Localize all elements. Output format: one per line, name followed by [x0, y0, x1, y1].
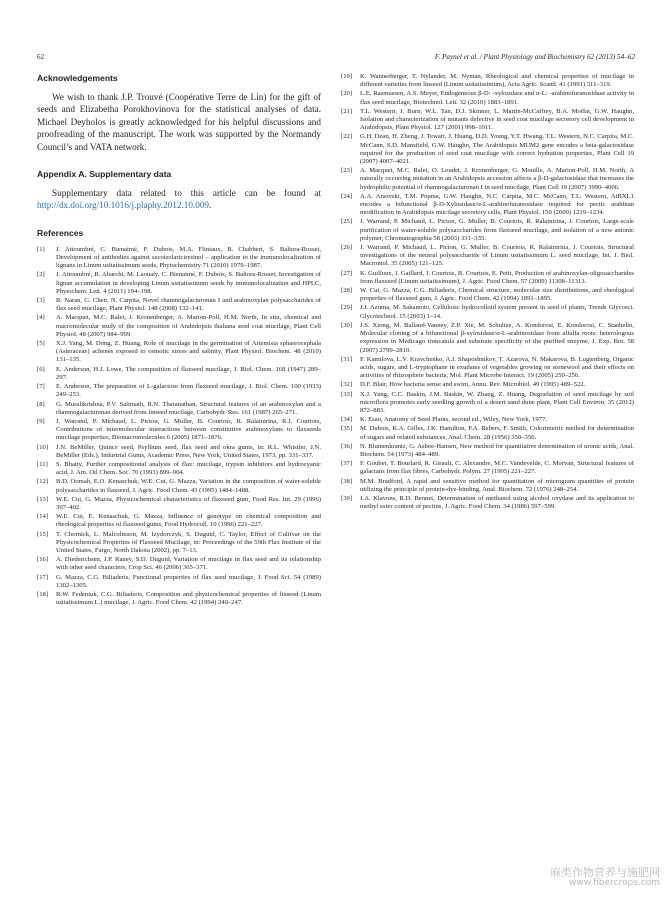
reference-item: [37, 556, 321, 572]
reference-text: F. Kamilova, L.V. Kravchenko, A.I. Shaposhnikov, T. Azarova, N. Makarova, B. Lugtenberg, Organic acids, sugars, and L-tryptophane in exudates of vegetables growing on stonewool and their effects on activities of rhizosphere bacteria, Mol. Plant Microbe Interact. 19 (2005) 250–256.: [360, 355, 634, 380]
reference-item: [341, 108, 634, 133]
reference-number: [34]: [341, 416, 353, 424]
reference-text: W.E. Cui, E. Kenaschuk, G. Mazza, Influence of genotype on chemical composition and rheological properties of flaxseed gums, Food Hydrocoll. 10 (1996) 221–227.: [56, 513, 321, 529]
reference-item: [341, 244, 634, 269]
reference-text: A. Macquet, M.C. Ralet, O. Loudet, J. Kronenberger, G. Mouille, A. Marion-Poll, H.M. North, A naturally occurring mutation in an Arabidopsis accession affects a β-D-galactosidase that increases the hydrophilic potential of rhamnogalacturonan I in seed mucilage, Plant Cell 19 (2007) 3990–4006.: [360, 167, 634, 191]
reference-text: J. Warrand, P. Michaud, L. Picton, G. Muller, B. Courtois, R. Ralainirina, J. Courtois, Structural investigations of the neutral polysaccharide of Linum usitatissimum L. seed mucilage, Int. J. Biol. Macromol. 35 (2005) 121–125.: [360, 244, 634, 268]
reference-number: [14]: [37, 513, 49, 521]
reference-item: [341, 460, 634, 476]
reference-number: [7]: [37, 383, 45, 391]
reference-item: [37, 513, 321, 529]
reference-item: [341, 495, 634, 511]
reference-item: [37, 366, 321, 382]
reference-number: [35]: [341, 425, 353, 433]
reference-text: E. Anderson, H.J. Lowe, The composition of flaxseed mucilage, J. Biol. Chem. 168 (1947) 289–297.: [56, 365, 321, 381]
reference-item: [341, 356, 634, 381]
reference-text: J.N. BeMiller, Quince seed, Psyllium seed, flax seed and okra gums, in: R.L. Whistler, J.N. BeMiller (Eds.), Industrial Gums, Academic Press, New York, United States, 1973, pp. 331–337.: [56, 443, 321, 459]
reference-text: J. Warrand, P. Michaud, L. Picton, G. Muller, B. Courtois, R. Ralainirina, R.J. Courtois, Contributions of intermolecular interactions between constitutive arabinoxylans to flaxseeds mucilage properties, Biomacromolecules 6 (2005) 1871–1876.: [56, 417, 321, 442]
watermark-site-name: 麻类作物营养与施肥网: [550, 866, 660, 879]
reference-number: [22]: [341, 133, 353, 141]
appendix-text: [37, 187, 321, 212]
reference-number: [27]: [341, 269, 353, 277]
reference-item: [37, 383, 321, 399]
reference-text: K. Guilloux, I. Gaillard, J. Courtois, B. Courtois, E. Petit, Production of arabinoxylan-oligosaccharides from flaxseed (Linum usitatissimum), J. Agric. Food Chem. 57 (2009) 11308–11313.: [360, 269, 634, 285]
reference-text: R. Naran, G. Chen, N. Carpita, Novel rhamnogalacturonan I and arabinoxylan polysaccharides of flax seed mucilage, Plant Physiol. 148 (2008) 132–141.: [56, 297, 321, 313]
right-column: [341, 73, 634, 512]
reference-number: [33]: [341, 390, 353, 398]
reference-text: X.J. Yang, C.C. Baskin, J.M. Baskin, W. Zhang, Z. Huang, Degradation of seed mucilage by soil microflora promotes early seedling growth of a desert sand dune plant, Plant Cell Environ. 35 (2012) 872–883.: [360, 390, 634, 414]
reference-item: [341, 193, 634, 218]
reference-text: L.E. Rasmussen, A.S. Meyer, Endogeneous β-D: -xylosidase and α-L: -arabinofuranosidase activity in flax seed mucilage, Biotechnol. Lett. 32 (2010) 1883–1891.: [360, 90, 634, 106]
reference-text: N. Blumenkrantz, G. Asboe-Hansen, New method for quantitative determination of uronic acids, Anal. Biochem. 54 (1973) 484–489.: [360, 442, 634, 458]
reference-number: [25]: [341, 218, 353, 226]
reference-text: G.H. Dean, H. Zheng, J. Tewari, J. Huang, D.D. Young, Y.T. Hwang, T.L. Western, N.C. Carpita, M.C. McCann, S.D. Mansfield, G.W. Haughn, The Arabidopsis MUM2 gene encodes a beta-galactosidase required for the production of seed coat mucilage with correct hydration properties, Plant Cell 19 (2007) 4007–4021.: [360, 133, 634, 166]
reference-number: [4]: [37, 314, 45, 322]
reference-item: [37, 574, 321, 590]
reference-text: T. Chornick, L. Malcolmson, M. Izydorczyk, S. Duguid, C. Taylor, Effect of Cultivar on the Physicochemical Properties of Flaxseed Mucilage, in: Proceedings of the 59th Flax Institute of the United States, Fargo, North Dakota (2002), pp. 7–13.: [56, 530, 321, 554]
reference-number: [37]: [341, 460, 353, 468]
reference-text: A. Macquet, M.C. Ralet, J. Kronenberger, A. Marion-Poll, H.M. North, In situ, chemical and macromolecular study of the composition of Arabidopsis thaliana seed coat mucilage, Plant Cell Physiol. 48 (2007) 984–999.: [56, 314, 321, 338]
reference-text: X.J. Yang, M. Dong, Z. Huang, Role of mucilage in the germination of Artemisia sphaerocephala (Asteraceae) achenes exposed to osmotic stress and salinity, Plant Physiol. Biochem. 48 (2010) 131–135.: [56, 340, 321, 364]
reference-text: W. Cui, G. Mazza, C.G. Biliaderis, Chemical structure, molecular size distributions, and rheological properties of flaxseed gum, J. Agric. Food Chem. 42 (1994) 1891–1895.: [360, 287, 634, 303]
reference-item: [37, 314, 321, 339]
reference-item: [341, 416, 634, 424]
reference-text: G. Muralikrishna, P.V. Salimath, R.N. Tharanathan, Structural features of an arabinoxylan and a rhamnogalacturonan derived from linseed mucilage, Carbohydr. Res. 161 (1987) 265–271.: [56, 400, 321, 416]
left-column: [37, 73, 321, 608]
reference-text: J.S. Xiong, M. Balland-Vanney, Z.P. Xie, M. Schultze, A. Kondorosi, E. Kondorosi, C. Staehelin, Molecular cloning of a bifunctional β-xylosidase/α-L-arabinosidase from alfalfa roots: heterologous expression in Medicago truncatula and substrate specificity of the purified enzyme, J. Exp. Bot. 58 (2007) 2799–2810.: [360, 321, 634, 354]
reference-item: [341, 478, 634, 494]
reference-item: [341, 381, 634, 389]
reference-text: D.F. Blair, How bacteria sense and swim, Annu. Rev. Microbiol. 49 (1995) 489–522.: [360, 381, 586, 389]
appendix-sentence: Supplementary data related to this article can be found at: [52, 188, 321, 199]
reference-number: [36]: [341, 442, 353, 450]
reference-item: [341, 167, 634, 192]
reference-item: [37, 246, 321, 271]
reference-number: [11]: [37, 460, 48, 468]
reference-item: [37, 444, 321, 460]
reference-item: [37, 591, 321, 607]
reference-item: [37, 531, 321, 556]
reference-number: [26]: [341, 244, 353, 252]
watermark-url: www.fibercrops.com: [569, 878, 660, 888]
reference-number: [29]: [341, 304, 353, 312]
running-head: F. Paynel et al. / Plant Physiology and Biochemistry 62 (2013) 54–62: [434, 53, 635, 61]
reference-number: [17]: [37, 573, 49, 581]
reference-number: [24]: [341, 192, 353, 200]
reference-number: [5]: [37, 340, 45, 348]
reference-item: [341, 90, 634, 106]
appendix-heading: Appendix A. Supplementary data: [37, 169, 172, 180]
reference-item: [341, 443, 634, 459]
reference-number: [6]: [37, 365, 45, 373]
reference-item: [341, 270, 634, 286]
reference-text: M. Dubois, K.A. Gilles, J.K. Hamilton, P.A. Rebers, F. Smith, Colorimetric method for determination of sugars and related substances, Anal. Chem. 28 (1956) 350–356.: [360, 425, 634, 441]
acknowledgements-heading: Acknowledgements: [37, 73, 118, 83]
supplementary-doi-link[interactable]: http://dx.doi.org/10.1016/j.plaphy.2012.10.009: [37, 200, 210, 211]
reference-text: J.A. Klavons, R.D. Bennet, Determination of methanol using alcohol oxydase and its application to methyl ester content of pectins, J. Agric. Food Chem. 34 (1986) 597–599.: [360, 494, 634, 511]
reference-number: [15]: [37, 530, 49, 538]
reference-text: J. Attoumbré, B. Abarchi, M. Laoualy, C. Bienaimé, F. Dubois, S. Baltora-Rosset, Investigation of lignan accumulation in developing Linum usitatissimum seeds by immunolocalization and HPLC, Phytochem. Lett. 4 (2011) 194–198.: [56, 271, 321, 295]
reference-text: S. Bhatty, Further compositional analysis of flax: mucilage, trypsin inhibitors and hydrocyanic acid, J. Am. Oil Chem. Soc. 70 (1993) 899–904.: [56, 460, 321, 477]
page-number: 62: [37, 53, 45, 61]
appendix-period: .: [209, 200, 212, 211]
reference-text: E. Anderson, The preparation of L-galactose from flaxseed mucilage, J. Biol. Chem. 100 (1933) 249–253.: [56, 383, 321, 399]
reference-list-left: [37, 246, 321, 608]
reference-text: F. Goubet, T. Bourlard, R. Girault, C. Alexandre, M.C. Vandevelde, C. Morvan, Structural features of galactans from flax fibres, Carbohydr. Polym. 27 (1995) 221–227.: [360, 460, 634, 476]
reference-item: [341, 304, 634, 320]
reference-item: [341, 287, 634, 303]
reference-number: [10]: [37, 443, 49, 451]
reference-number: [31]: [341, 355, 353, 363]
reference-list-right: [341, 73, 634, 511]
reference-text: J.I. Azuma, M. Sakamoto, Cellulosic hydrocolloid system present in seed of plants, Trends Glycosci. Glycotechnol. 15 (2003) 1–14.: [360, 304, 634, 320]
reference-text: R.W. Fedeniuk, C.G. Biliaderis, Composition and physicochemical properties of linseed (Linum usitatissimum L.) mucilage, J. Agric. Food Chem. 42 (1994) 240–247.: [56, 590, 321, 607]
reference-item: [341, 322, 634, 355]
reference-item: [37, 401, 321, 417]
acknowledgements-text: We wish to thank J.P. Trouvé (Coopérative Terre de Lin) for the gift of seeds and Elizabetha Porokhovinova for the statistical analyses of data. Michael Deyholos is greatly acknowledged for his helpful discussions and proofreading of the manuscript. The work was supported by the Normandy Council’s and VATA network.: [37, 92, 321, 152]
reference-text: K. Wannerberger, T. Nylander, M. Nyman, Rheological and chemical properties of mucilage in different varieties from linseed (Linum usitatissimum), Acta Agric. Scand. 41 (1991) 311–319.: [360, 73, 634, 89]
reference-number: [13]: [37, 495, 49, 503]
reference-item: [341, 425, 634, 441]
reference-item: [37, 461, 321, 477]
reference-item: [341, 391, 634, 416]
reference-item: [37, 478, 321, 494]
reference-number: [39]: [341, 494, 353, 502]
reference-number: [32]: [341, 381, 353, 389]
reference-item: [341, 133, 634, 166]
reference-item: [37, 496, 321, 512]
reference-number: [23]: [341, 167, 353, 175]
reference-number: [12]: [37, 478, 49, 486]
reference-item: [341, 73, 634, 89]
reference-text: A.A. Arsovski, T.M. Popma, G.W. Haughn, N.C. Carpita, M.C. McCann, T.L. Western, AtBXL1 encodes a bifunctional β-D-Xylosidase/α-L-arabinofuranosidase required for pectic arabinan modification in Arabidopsis mucilage secretory cells, Plant Physiol. 150 (2009) 1219–1234.: [360, 192, 634, 217]
reference-text: W.E. Cui, G. Mazza, Physicochemical characteristics of flaxseed gum, Food Res. Int. 29 (1996) 397–402.: [56, 495, 321, 511]
reference-number: [9]: [37, 417, 45, 425]
reference-number: [8]: [37, 400, 45, 408]
reference-text: B.D. Oomah, E.O. Kenaschuk, W.E. Cui, G. Mazza, Variation in the composition of water-soluble polysaccharides in flaxseed, J. Agric. Food Chem. 43 (1995) 1484–1488.: [56, 478, 321, 494]
reference-item: [37, 297, 321, 313]
reference-number: [2]: [37, 271, 45, 279]
reference-number: [21]: [341, 107, 353, 115]
reference-item: [37, 271, 321, 296]
reference-text: J. Warrand, P. Michaud, L. Picton, G. Muller, B. Courtois, R. Ralainirina, J. Courtois, Large-scale purification of water-soluble polysaccharides from flaxseed mucilage, and isolation of a new anionic polymer, Chromatographia 58 (2003) 331–335.: [360, 218, 634, 242]
reference-number: [18]: [37, 590, 49, 598]
reference-number: [3]: [37, 297, 45, 305]
reference-text: K. Esau, Anatomy of Seed Plants, second ed., Wiley, New York, 1977.: [360, 416, 547, 424]
reference-text: M.M. Bradford, A rapid and sensitive method for quantitation of microgram quantities of protein utilizing the principle of protein-dye-binding, Anal. Biochem. 72 (1976) 248–254.: [360, 477, 634, 493]
reference-number: [1]: [37, 245, 45, 253]
reference-text: A. Diederichsen, J.P. Raney, S.D. Duguid, Variation of mucilage in flax seed and its relationship with other seed characters, Crop Sci. 46 (2006) 365–371.: [56, 556, 321, 572]
reference-text: G. Mazza, C.G. Biliaderis, Functional properties of flax seed mucilage, J. Food Sci. 54 (1989) 1302–1305.: [56, 573, 321, 589]
watermark: [550, 867, 660, 889]
reference-number: [30]: [341, 321, 353, 329]
page-header: [37, 53, 635, 65]
reference-number: [20]: [341, 90, 353, 98]
reference-number: [38]: [341, 477, 353, 485]
reference-number: [16]: [37, 556, 49, 564]
reference-item: [37, 418, 321, 443]
reference-number: [28]: [341, 287, 353, 295]
reference-item: [37, 340, 321, 365]
reference-text: T.L. Western, J. Burn, W.L. Tan, D.J. Skinner, L. Martin-McCaffrey, B.A. Moffat, G.W. Haughn, Isolation and characterization of mutants defective in seed coat mucilage secretory cell development in Arabidopsis, Plant Physiol. 127 (2001) 998–1011.: [360, 107, 634, 132]
reference-text: J. Attoumbré, C. Bienaimé, F. Dubois, M.A. Fliniaux, B. Chabbert, S. Baltora-Rosset, Development of antibodies against secoisolariciresinol – application to the immunolocalization of lignans in Linum usitatissimum seeds, Phytochemistry 71 (2010) 1979–1987.: [56, 245, 321, 270]
reference-number: [19]: [341, 73, 353, 80]
reference-item: [341, 218, 634, 243]
references-heading: References: [37, 227, 84, 238]
